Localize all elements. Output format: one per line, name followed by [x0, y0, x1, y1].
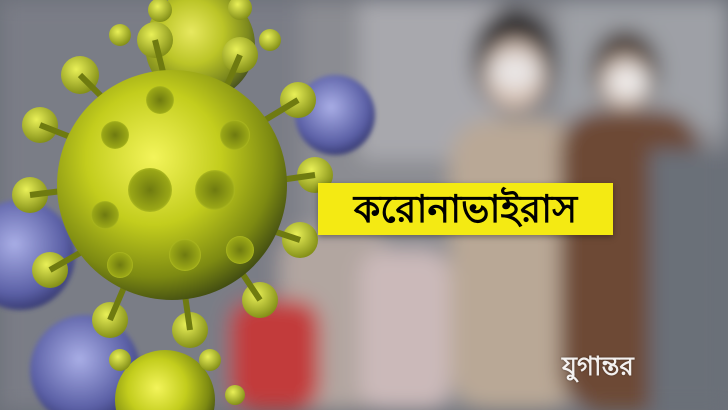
headline-text: করোনাভাইরাস — [353, 187, 578, 231]
headline-banner — [318, 183, 613, 235]
publisher-watermark: যুগান্তর — [562, 352, 634, 382]
